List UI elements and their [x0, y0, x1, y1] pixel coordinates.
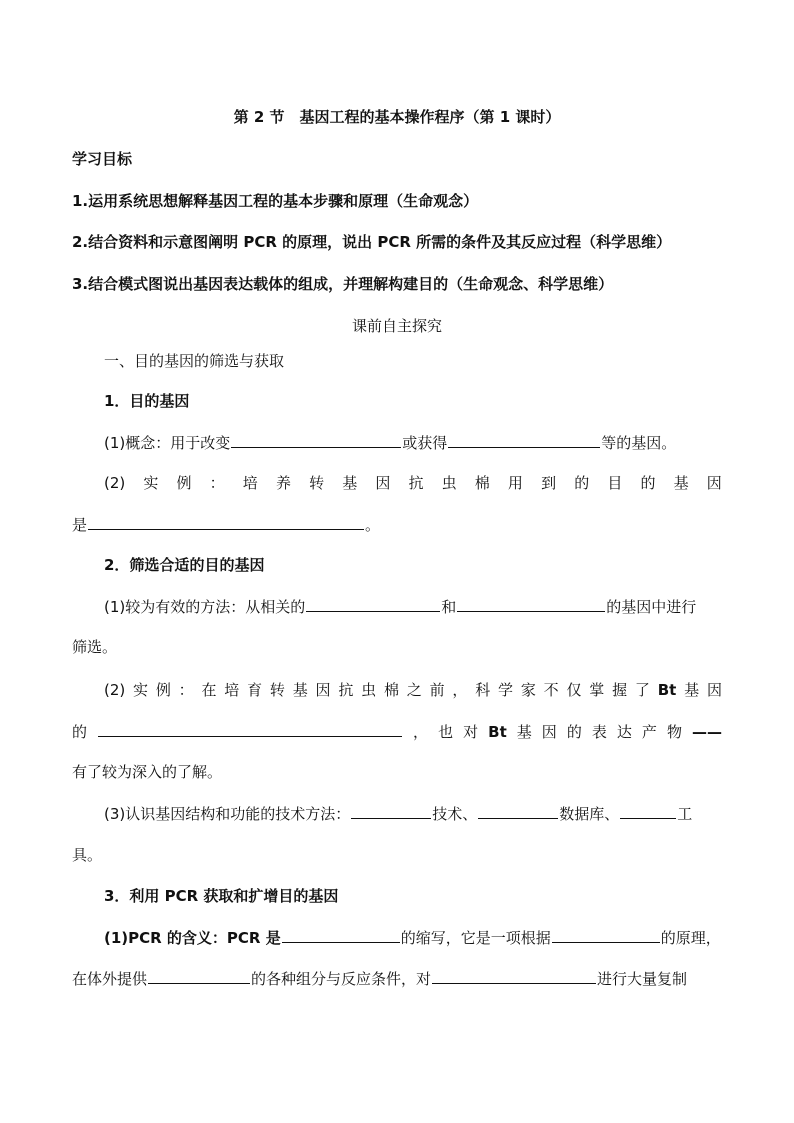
example2-char: 基: [292, 681, 308, 699]
tech-text-c: 数据库、: [559, 805, 620, 823]
example-char: 的: [574, 474, 590, 492]
part1-heading: 一、目的基因的筛选与获取: [104, 352, 285, 370]
example-line-2: [72, 513, 722, 536]
method-line: [104, 595, 722, 618]
example2-char: 实: [133, 681, 149, 699]
example-char: 基: [342, 474, 358, 492]
objective-item-3: 3.结合模式图说出基因表达载体的组成，并理解构建目的（生命观念、科学思维）: [72, 275, 614, 293]
subsection-1-heading: 1．目的基因: [104, 392, 190, 410]
objectives-heading: 学习目标: [72, 150, 133, 168]
example2-char: 因: [541, 723, 557, 741]
example2-char: 也: [438, 723, 454, 741]
example-char: 到: [541, 474, 557, 492]
page-title: 第 2 节 基因工程的基本操作程序（第 1 课时）: [233, 108, 561, 126]
example2-char: ，: [413, 723, 429, 741]
example-char: 因: [706, 474, 722, 492]
example-char: 养: [275, 474, 291, 492]
blank-field[interactable]: [552, 926, 660, 943]
example2-char: 棉: [383, 681, 399, 699]
objective-item-2: 2.结合资料和示意图阐明 PCR 的原理，说出 PCR 所需的条件及其反应过程（科学思维）: [72, 233, 672, 251]
example2-char: ，: [452, 681, 468, 699]
example-char: 目: [607, 474, 623, 492]
example2-char: 不: [543, 681, 559, 699]
example2-line-2: [72, 720, 722, 743]
pcr-text-c: 的原理，: [660, 929, 721, 947]
example-char: 的: [640, 474, 656, 492]
example-char: ：: [209, 474, 225, 492]
subsection-2-heading: 2．筛选合适的目的基因: [104, 556, 265, 574]
pcr-text-a: (1)PCR 的含义：PCR 是: [104, 929, 281, 947]
example2-char: (2): [104, 681, 126, 699]
example2-char: 了: [634, 681, 650, 699]
tech-text-b: 技术、: [432, 805, 478, 823]
blank-field[interactable]: [448, 431, 600, 448]
example2-char: 学: [498, 681, 514, 699]
example2-char: ：: [178, 681, 194, 699]
example-end-a: 是: [72, 516, 88, 534]
example-char: 虫: [441, 474, 457, 492]
pcr-line2-b: 的各种组分与反应条件，对: [251, 970, 432, 988]
example2-text-a: 的: [72, 723, 88, 741]
example2-char: ——: [691, 723, 722, 741]
blank-field[interactable]: [432, 967, 596, 984]
blank-field[interactable]: [282, 926, 400, 943]
example2-char: 家: [520, 681, 536, 699]
example-char: 转: [309, 474, 325, 492]
example2-char: 育: [247, 681, 263, 699]
example2-char: 物: [666, 723, 682, 741]
example-char: 因: [375, 474, 391, 492]
example-char: 实: [143, 474, 159, 492]
concept-text-a: (1)概念：用于改变: [104, 434, 231, 452]
tech-text-a: (3)认识基因结构和功能的技术方法：: [104, 805, 351, 823]
example-char: 抗: [408, 474, 424, 492]
blank-field[interactable]: [88, 513, 364, 530]
example-char: 棉: [474, 474, 490, 492]
tech-end: 具。: [72, 846, 103, 864]
example2-char: 产: [641, 723, 657, 741]
example2-char: 达: [616, 723, 632, 741]
example-char: 例: [176, 474, 192, 492]
pcr-line2-a: 在体外提供: [72, 970, 148, 988]
objective-item-1: 1.运用系统思想解释基因工程的基本步骤和原理（生命观念）: [72, 192, 479, 210]
example-char: 培: [242, 474, 258, 492]
example2-char: 仅: [566, 681, 582, 699]
blank-field[interactable]: [620, 802, 676, 819]
method-text-a: (1)较为有效的方法：从相关的: [104, 598, 306, 616]
pcr-line2-c: 进行大量复制: [597, 970, 688, 988]
example-char: 基: [673, 474, 689, 492]
method-text-c: 的基因中进行: [606, 598, 697, 616]
example2-char: 例: [155, 681, 171, 699]
example2-char: 在: [201, 681, 217, 699]
tech-line: [104, 802, 722, 825]
example2-line-1: [104, 679, 722, 701]
concept-text-c: 等的基因。: [601, 434, 677, 452]
pcr-line-2: [72, 967, 722, 990]
example2-char: 对: [463, 723, 479, 741]
example-char: 用: [507, 474, 523, 492]
example2-char: 的: [566, 723, 582, 741]
pcr-meaning-line: [104, 926, 722, 949]
blank-field[interactable]: [478, 802, 558, 819]
example2-char: 虫: [361, 681, 377, 699]
example2-char: 之: [406, 681, 422, 699]
example2-char: 掌: [589, 681, 605, 699]
pcr-text-b: 的缩写，它是一项根据: [400, 929, 551, 947]
blank-field[interactable]: [457, 595, 605, 612]
blank-field[interactable]: [231, 431, 401, 448]
blank-field[interactable]: [306, 595, 440, 612]
example2-char: 因: [315, 681, 331, 699]
section-title: 课前自主探究: [351, 317, 442, 335]
example-char: (2): [104, 474, 126, 492]
example-end-b: 。: [365, 516, 381, 534]
blank-field[interactable]: [98, 720, 402, 737]
concept-text-b: 或获得: [402, 434, 448, 452]
example2-char: 培: [224, 681, 240, 699]
example2-char: 前: [429, 681, 445, 699]
example2-char: 握: [612, 681, 628, 699]
example2-char: 基: [516, 723, 532, 741]
example2-char: 转: [269, 681, 285, 699]
example2-char: Bt: [488, 723, 507, 741]
example2-char: 表: [591, 723, 607, 741]
blank-field[interactable]: [148, 967, 250, 984]
example2-char: 基: [684, 681, 700, 699]
concept-line: [104, 431, 722, 454]
example2-char: 科: [475, 681, 491, 699]
method-end: 筛选。: [72, 638, 118, 656]
example2-char: Bt: [657, 681, 677, 699]
subsection-3-heading: 3．利用 PCR 获取和扩增目的基因: [104, 887, 339, 905]
example2-char: 因: [706, 681, 722, 699]
example-line-1: [104, 472, 722, 494]
method-text-b: 和: [441, 598, 457, 616]
tech-text-d: 工: [677, 805, 693, 823]
example2-end: 有了较为深入的了解。: [72, 763, 223, 781]
example2-char: 抗: [338, 681, 354, 699]
blank-field[interactable]: [351, 802, 431, 819]
